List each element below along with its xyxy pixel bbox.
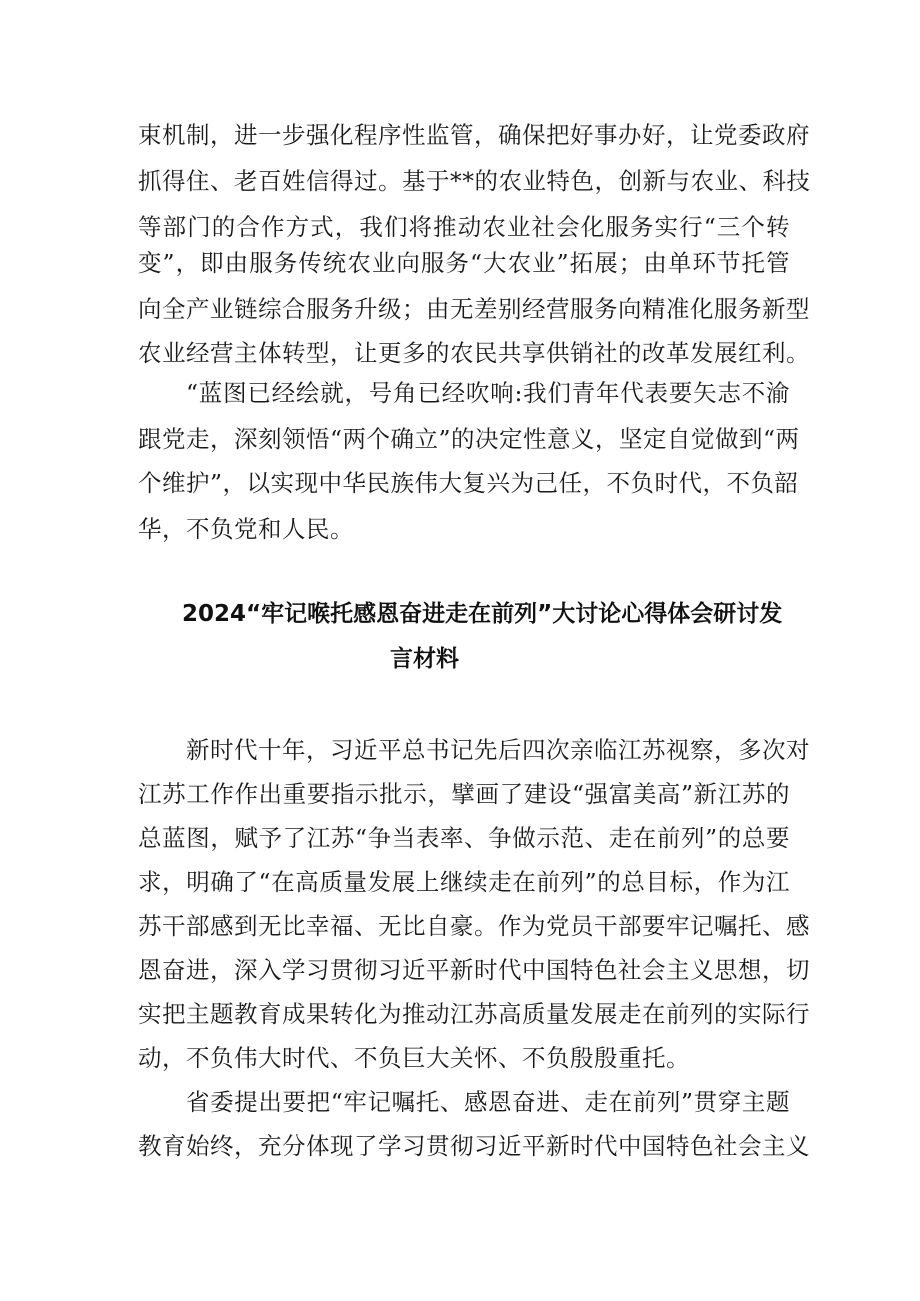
article-title-line2: 言材料 [390, 646, 459, 672]
paragraph-line: 华，不负党和人民。 [138, 515, 354, 543]
paragraph-line: 恩奋进，深入学习贯彻习近平新时代中国特色社会主义思想，切 [138, 956, 810, 984]
paragraph-line: 江苏工作作出重要指示批示，擘画了建设“强富美高”新江苏的 [138, 780, 790, 808]
paragraph-line: 个维护”，以实现中华民族伟大复兴为己任，不负时代，不负韶 [138, 469, 799, 497]
paragraph-line: 跟党走，深刻领悟“两个确立”的决定性意义，坚定自觉做到“两 [138, 425, 800, 453]
paragraph-line: 新时代十年，习近平总书记先后四次亲临江苏视察，多次对 [186, 736, 810, 764]
paragraph-line: 总蓝图，赋予了江苏“争当表率、争做示范、走在前列”的总要 [138, 824, 790, 852]
paragraph-line: 农业经营主体转型，让更多的农民共享供销社的改革发展红利。 [138, 339, 810, 367]
paragraph-line: 等部门的合作方式，我们将推动农业社会化服务实行“三个转 [138, 213, 790, 241]
paragraph-line: 变”，即由服务传统农业向服务“大农业”拓展；由单环节托管 [138, 249, 790, 277]
paragraph-line: 实把主题教育成果转化为推动江苏高质量发展走在前列的实际行 [138, 1000, 810, 1028]
paragraph-line: 抓得住、老百姓信得过。基于**的农业特色，创新与农业、科技 [138, 167, 811, 195]
paragraph-line: 向全产业链综合服务升级；由无差别经营服务向精准化服务新型 [138, 295, 810, 323]
paragraph-line: 动，不负伟大时代、不负巨大关怀、不负殷殷重托。 [138, 1044, 690, 1072]
paragraph-line: 束机制，进一步强化程序性监管，确保把好事办好，让党委政府 [138, 121, 810, 149]
paragraph-line: 省委提出要把“牢记嘱托、感恩奋进、走在前列”贯穿主题 [186, 1088, 790, 1116]
paragraph-line: 求，明确了“在高质量发展上继续走在前列”的总目标，作为江 [138, 868, 790, 896]
paragraph-line: 苏干部感到无比幸福、无比自豪。作为党员干部要牢记嘱托、感 [138, 912, 810, 940]
paragraph-line: 教育始终，充分体现了学习贯彻习近平新时代中国特色社会主义 [138, 1132, 810, 1160]
article-title-line1: 2024“牢记喉托感恩奋进走在前列”大讨论心得体会研讨发 [182, 601, 783, 627]
paragraph-line: “蓝图已经绘就，号角已经吹响:我们青年代表要矢志不渝 [186, 379, 790, 407]
